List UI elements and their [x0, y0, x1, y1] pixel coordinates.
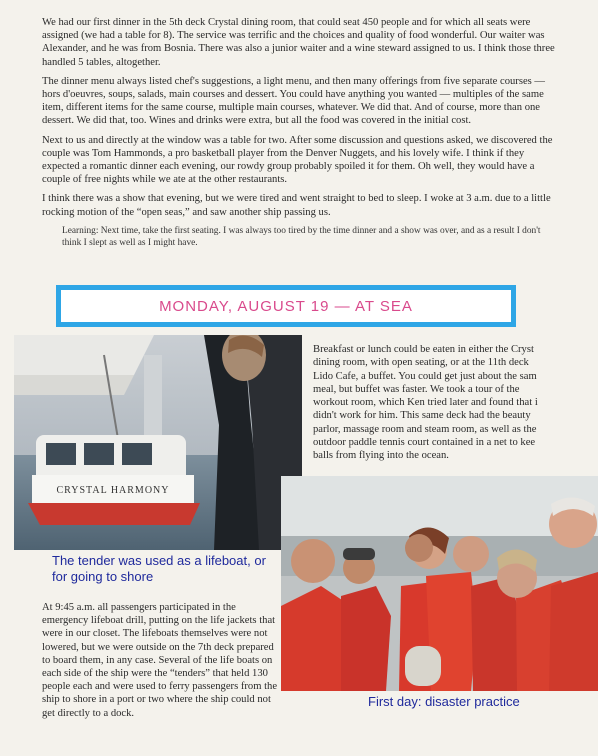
paragraph-dinner: We had our first dinner in the 5th deck Crystal dining room, that could seat 450 people and for which all seats were assigned (we had a table for 8). The service was terrific and the choices and quality of food wonderful. Our waiter was Alexander, and he was from Bosnia. There was also a junior waiter and a wine steward assigned to us. I think those three handled 5 tables, altogether.	[42, 17, 555, 68]
tender-photo	[14, 335, 302, 550]
lifeboat-drill-text: At 9:45 a.m. all passengers participated in the emergency lifeboat drill, putting on the life jackets that were in our closet. The lifeboats themselves were not lowered, but we were outside on the 7th deck prepared to board them, in any case. Several of the life boats on each side of the ship were the “tenders” that held 130 people each and were used to ferry passengers from the ship to shore in a port or two where the ship could not get directly to a dock.	[42, 602, 278, 719]
right-column-text	[313, 343, 598, 463]
boat-label: CRYSTAL HARMONY	[56, 485, 170, 496]
tender-caption: The tender was used as a lifeboat, or for going to shore	[52, 553, 266, 584]
drill-photo	[281, 476, 598, 691]
right-line: workout room, which Ken tried later and found that i	[313, 397, 538, 409]
right-line: parlor, massage room and steam room, as well as the	[313, 423, 537, 435]
right-line: meal, but buffet was faster. We took a tour of the	[313, 383, 520, 395]
right-line: dining room, with open seating, or at the 11th deck	[313, 357, 529, 369]
right-line: outdoor paddle tennis court contained in a net to kee	[313, 437, 536, 449]
right-line: Breakfast or lunch could be eaten in either the Cryst	[313, 344, 534, 355]
banner-title: MONDAY, AUGUST 19 — AT SEA	[61, 290, 511, 322]
drill-caption: First day: disaster practice	[368, 694, 520, 709]
learning-note: Learning: Next time, take the first seating. I was always too tired by the time dinner and a show was over, and as a result I don't think I slept as well as I might have.	[62, 225, 541, 249]
paragraph-night: I think there was a show that evening, but we were tired and went straight to bed to sleep. I woke at 3 a.m. due to a little rocking motion of the “open seas,” and saw another ship passing us.	[42, 193, 551, 218]
paragraph-menu: The dinner menu always listed chef's suggestions, a light menu, and then many offerings from five separate courses — hors d'oeuvres, soups, salads, main courses and dessert. You could have anything you wanted — multiples of the same item, different items for the same course, multiple main courses, whatever. We did that. And of course, more than one dessert. We did that, too. Wines and drinks were extra, but all the food was covered in the initial cost.	[42, 75, 546, 127]
intro-text	[42, 16, 562, 250]
date-banner	[56, 285, 516, 327]
right-line: Lido Cafe, a buffet. You could get just about the sam	[313, 370, 537, 382]
right-line: didn't work for him. This same deck had the beauty	[313, 410, 531, 422]
paragraph-neighbors: Next to us and directly at the window was a table for two. After some discussion and questions asked, we discovered the couple was Tom Hammonds, a pro basketball player from the Denver Nuggets, and his lovely wife. I think if they expected a romantic dinner each evening, our rowdy group probably spoiled it for them. Oh well, they would have a couple of free nights while we ate at the other restaurants.	[42, 134, 553, 186]
right-line: balls from flying into the ocean.	[313, 450, 449, 462]
